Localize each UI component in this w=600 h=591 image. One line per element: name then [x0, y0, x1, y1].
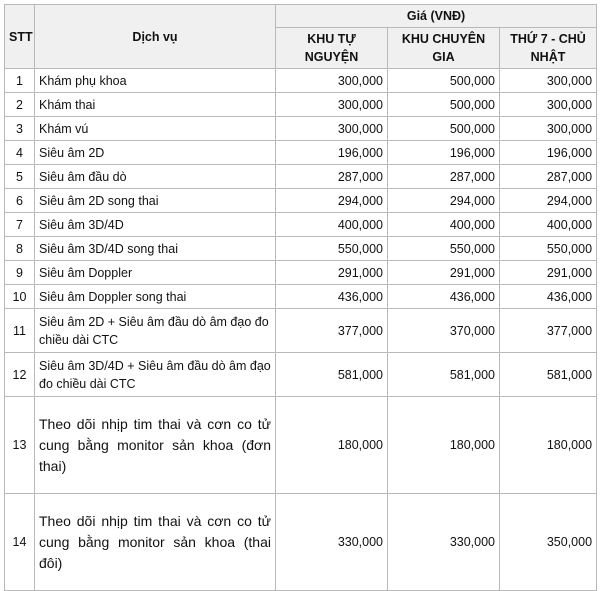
table-row — [5, 165, 597, 189]
table-row — [5, 117, 597, 141]
table-row — [5, 237, 597, 261]
row-service: Siêu âm 2D song thai — [35, 189, 276, 213]
row-service: Khám phụ khoa — [35, 69, 276, 93]
row-price-khu-chuyen-gia: 500,000 — [388, 69, 500, 93]
table-row — [5, 189, 597, 213]
table-row — [5, 93, 597, 117]
row-stt: 4 — [5, 141, 35, 165]
row-price-khu-tu-nguyen: 300,000 — [276, 117, 388, 141]
row-price-weekend: 300,000 — [500, 93, 597, 117]
row-price-khu-chuyen-gia: 550,000 — [388, 237, 500, 261]
row-stt: 9 — [5, 261, 35, 285]
table-row — [5, 285, 597, 309]
table-row — [5, 494, 597, 591]
row-service: Khám vú — [35, 117, 276, 141]
row-price-weekend: 300,000 — [500, 69, 597, 93]
row-price-weekend: 300,000 — [500, 117, 597, 141]
row-price-weekend: 550,000 — [500, 237, 597, 261]
row-price-khu-chuyen-gia: 291,000 — [388, 261, 500, 285]
row-price-khu-tu-nguyen: 436,000 — [276, 285, 388, 309]
row-price-weekend: 581,000 — [500, 353, 597, 397]
header-stt: STT — [5, 5, 35, 69]
row-stt: 7 — [5, 213, 35, 237]
row-price-khu-tu-nguyen: 581,000 — [276, 353, 388, 397]
row-service: Siêu âm đầu dò — [35, 165, 276, 189]
row-price-khu-chuyen-gia: 287,000 — [388, 165, 500, 189]
row-price-khu-tu-nguyen: 196,000 — [276, 141, 388, 165]
row-service: Siêu âm 3D/4D — [35, 213, 276, 237]
header-service: Dịch vụ — [35, 5, 276, 69]
row-stt: 14 — [5, 494, 35, 591]
row-service: Siêu âm 2D — [35, 141, 276, 165]
row-service: Siêu âm Doppler — [35, 261, 276, 285]
table-row — [5, 309, 597, 353]
table-header — [5, 5, 597, 69]
row-price-khu-tu-nguyen: 291,000 — [276, 261, 388, 285]
row-service: Siêu âm 3D/4D + Siêu âm đầu dò âm đạo đo chiều dài CTC — [35, 353, 276, 397]
row-price-khu-chuyen-gia: 436,000 — [388, 285, 500, 309]
row-price-weekend: 436,000 — [500, 285, 597, 309]
row-price-weekend: 294,000 — [500, 189, 597, 213]
row-price-khu-tu-nguyen: 377,000 — [276, 309, 388, 353]
row-price-weekend: 377,000 — [500, 309, 597, 353]
header-price-group: Giá (VNĐ) — [276, 5, 597, 28]
row-service: Siêu âm 3D/4D song thai — [35, 237, 276, 261]
row-stt: 3 — [5, 117, 35, 141]
table-row — [5, 397, 597, 494]
header-col-weekend: THỨ 7 - CHỦ NHẬT — [500, 28, 597, 69]
row-price-khu-chuyen-gia: 330,000 — [388, 494, 500, 591]
row-price-khu-tu-nguyen: 180,000 — [276, 397, 388, 494]
table-row — [5, 353, 597, 397]
row-price-weekend: 400,000 — [500, 213, 597, 237]
row-price-khu-chuyen-gia: 500,000 — [388, 93, 500, 117]
row-price-khu-chuyen-gia: 196,000 — [388, 141, 500, 165]
header-col-khu-chuyen-gia: KHU CHUYÊN GIA — [388, 28, 500, 69]
row-price-khu-chuyen-gia: 180,000 — [388, 397, 500, 494]
row-stt: 2 — [5, 93, 35, 117]
row-price-khu-tu-nguyen: 550,000 — [276, 237, 388, 261]
row-price-khu-chuyen-gia: 400,000 — [388, 213, 500, 237]
row-service: Siêu âm 2D + Siêu âm đầu dò âm đạo đo chiều dài CTC — [35, 309, 276, 353]
row-price-khu-chuyen-gia: 294,000 — [388, 189, 500, 213]
row-price-khu-tu-nguyen: 300,000 — [276, 93, 388, 117]
row-stt: 5 — [5, 165, 35, 189]
row-service: Siêu âm Doppler song thai — [35, 285, 276, 309]
row-price-khu-tu-nguyen: 400,000 — [276, 213, 388, 237]
table-row — [5, 141, 597, 165]
row-price-khu-tu-nguyen: 294,000 — [276, 189, 388, 213]
row-service: Theo dõi nhịp tim thai và cơn co tử cung bằng monitor sản khoa (thai đôi) — [35, 494, 276, 591]
row-stt: 13 — [5, 397, 35, 494]
price-table — [4, 4, 597, 591]
row-price-weekend: 287,000 — [500, 165, 597, 189]
table-row — [5, 69, 597, 93]
row-stt: 12 — [5, 353, 35, 397]
row-stt: 6 — [5, 189, 35, 213]
row-stt: 11 — [5, 309, 35, 353]
header-col-khu-tu-nguyen: KHU TỰ NGUYỆN — [276, 28, 388, 69]
row-price-weekend: 291,000 — [500, 261, 597, 285]
row-service: Theo dõi nhịp tim thai và cơn co tử cung bằng monitor sản khoa (đơn thai) — [35, 397, 276, 494]
row-price-weekend: 350,000 — [500, 494, 597, 591]
row-stt: 8 — [5, 237, 35, 261]
row-price-khu-tu-nguyen: 287,000 — [276, 165, 388, 189]
row-price-khu-chuyen-gia: 370,000 — [388, 309, 500, 353]
row-price-khu-tu-nguyen: 300,000 — [276, 69, 388, 93]
row-price-khu-chuyen-gia: 581,000 — [388, 353, 500, 397]
row-price-khu-chuyen-gia: 500,000 — [388, 117, 500, 141]
row-stt: 10 — [5, 285, 35, 309]
row-price-weekend: 196,000 — [500, 141, 597, 165]
table-body — [5, 69, 597, 591]
table-row — [5, 261, 597, 285]
row-price-khu-tu-nguyen: 330,000 — [276, 494, 388, 591]
row-stt: 1 — [5, 69, 35, 93]
row-price-weekend: 180,000 — [500, 397, 597, 494]
row-service: Khám thai — [35, 93, 276, 117]
table-row — [5, 213, 597, 237]
